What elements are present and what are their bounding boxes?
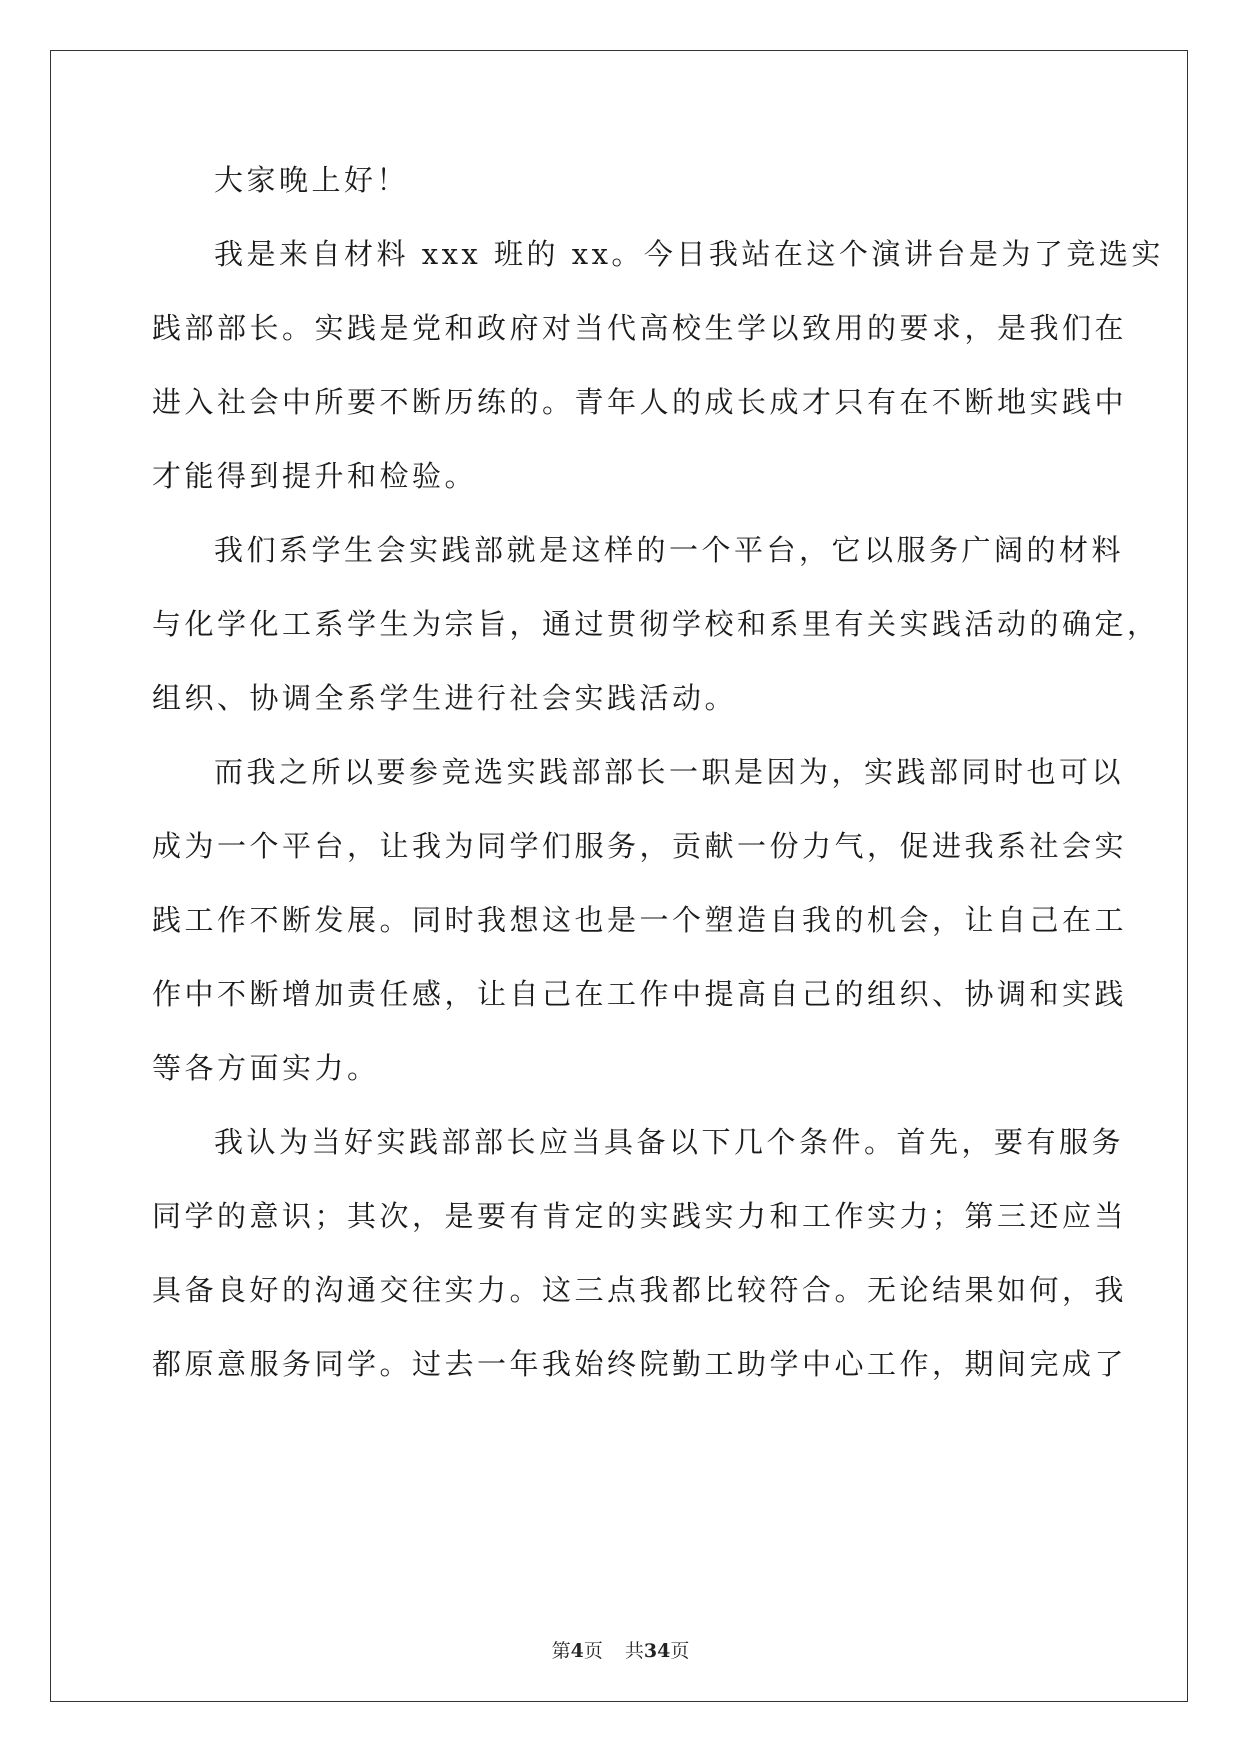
paragraph-intro-line-4: 才能得到提升和检验。 xyxy=(152,459,478,493)
total-suffix: 页 xyxy=(670,1640,690,1662)
paragraph-motivation-line-4: 作中不断增加责任感，让自己在工作中提高自己的组织、协调和实践 xyxy=(152,977,1128,1011)
page-border xyxy=(50,50,1188,1702)
paragraph-conditions-line-1: 我认为当好实践部部长应当具备以下几个条件。首先，要有服务 xyxy=(214,1125,1125,1159)
total-prefix: 共 xyxy=(624,1640,644,1662)
paragraph-motivation-line-3: 践工作不断发展。同时我想这也是一个塑造自我的机会，让自己在工 xyxy=(152,903,1128,937)
paragraph-motivation-line-5: 等各方面实力。 xyxy=(152,1051,380,1085)
paragraph-greeting-line-1: 大家晚上好！ xyxy=(214,163,410,197)
page-footer xyxy=(0,1636,1241,1663)
paragraph-intro-line-3: 进入社会中所要不断历练的。青年人的成长成才只有在不断地实践中 xyxy=(152,385,1128,419)
paragraph-conditions-line-2: 同学的意识；其次，是要有肯定的实践实力和工作实力；第三还应当 xyxy=(152,1199,1128,1233)
page-suffix: 页 xyxy=(583,1640,603,1662)
paragraph-motivation-line-2: 成为一个平台，让我为同学们服务，贡献一份力气，促进我系社会实 xyxy=(152,829,1128,863)
page-current: 4 xyxy=(570,1640,584,1662)
paragraph-motivation-line-1: 而我之所以要参竞选实践部部长一职是因为，实践部同时也可以 xyxy=(214,755,1125,789)
paragraph-intro-line-1: 我是来自材料 xxx 班的 xx。今日我站在这个演讲台是为了竞选实 xyxy=(214,237,1164,271)
paragraph-conditions-line-4: 都原意服务同学。过去一年我始终院勤工助学中心工作，期间完成了 xyxy=(152,1347,1128,1381)
page-prefix: 第 xyxy=(551,1640,571,1662)
page-total: 34 xyxy=(643,1640,671,1662)
paragraph-platform-line-1: 我们系学生会实践部就是这样的一个平台，它以服务广阔的材料 xyxy=(214,533,1125,567)
paragraph-intro-line-2: 践部部长。实践是党和政府对当代高校生学以致用的要求，是我们在 xyxy=(152,311,1128,345)
paragraph-conditions-line-3: 具备良好的沟通交往实力。这三点我都比较符合。无论结果如何，我 xyxy=(152,1273,1128,1307)
paragraph-platform-line-3: 组织、协调全系学生进行社会实践活动。 xyxy=(152,681,738,715)
paragraph-platform-line-2: 与化学化工系学生为宗旨，通过贯彻学校和系里有关实践活动的确定， xyxy=(152,607,1160,641)
